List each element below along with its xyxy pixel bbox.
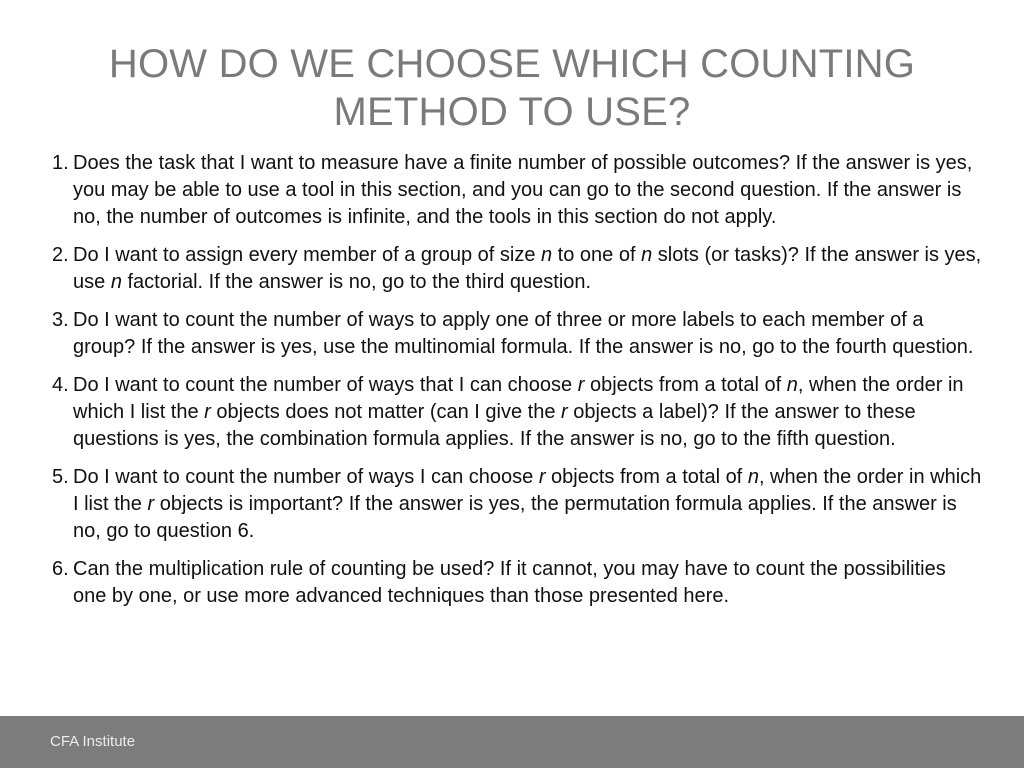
text-segment: to one of: [552, 244, 642, 266]
question-item: [52, 372, 984, 453]
text-segment: Can the multiplication rule of counting be used? If it cannot, you may have to count the possibilities one by one, or use more advanced techniques than those presented here.: [73, 558, 946, 607]
variable-symbol: r: [204, 401, 211, 423]
variable-symbol: n: [541, 244, 553, 266]
question-number: 4.: [52, 374, 69, 396]
variable-symbol: r: [577, 374, 585, 396]
question-item: [52, 307, 984, 361]
text-segment: objects is important? If the answer is yes, the permutation formula applies. If the answer is no, go to question 6.: [73, 493, 957, 542]
question-text: [73, 307, 984, 361]
variable-symbol: r: [147, 493, 155, 515]
question-text: [73, 150, 984, 231]
question-number: 6.: [52, 558, 69, 580]
question-item: [52, 464, 984, 545]
variable-symbol: n: [641, 244, 653, 266]
text-segment: slots (or tasks)? If the answer is yes, use: [73, 244, 982, 293]
variable-symbol: n: [747, 466, 759, 488]
question-number: 1.: [52, 152, 69, 174]
question-number: 5.: [52, 466, 69, 488]
footer-brand-label: CFA Institute: [50, 733, 136, 750]
variable-symbol: r: [561, 401, 568, 423]
question-item: [52, 150, 984, 231]
text-segment: Do I want to count the number of ways that I can choose: [73, 374, 578, 396]
footer-bar: [0, 716, 1024, 768]
text-segment: Do I want to assign every member of a group of size: [73, 244, 541, 266]
text-segment: Do I want to count the number of ways to apply one of three or more labels to each member of a group? If the answer is yes, use the multinomial formula. If the answer is no, go to the fourth question.: [73, 309, 974, 358]
question-item: [52, 242, 984, 296]
text-segment: , when the order in which I list the: [73, 466, 982, 515]
text-segment: objects a label)? If the answer to these questions is yes, the combination formula applies. If the answer is no, go to the fifth question.: [73, 401, 916, 450]
question-text: [73, 242, 984, 296]
question-text: [73, 372, 984, 453]
question-text: [73, 556, 984, 610]
variable-symbol: n: [786, 374, 798, 396]
question-list: [52, 150, 984, 621]
question-item: [52, 556, 984, 610]
slide-title: HOW DO WE CHOOSE WHICH COUNTING METHOD TO USE?: [108, 42, 916, 134]
variable-symbol: n: [110, 271, 122, 293]
question-number: 2.: [52, 244, 69, 266]
variable-symbol: r: [538, 466, 546, 488]
text-segment: Does the task that I want to measure have a finite number of possible outcomes? If the answer is yes, you may be able to use a tool in this section, and you can go to the second question. If the answer is no, the number of outcomes is infinite, and the tools in this section do not apply.: [73, 152, 973, 228]
text-segment: factorial. If the answer is no, go to the third question.: [121, 271, 592, 293]
text-segment: objects does not matter (can I give the: [210, 401, 562, 423]
question-number: 3.: [52, 309, 69, 331]
text-segment: objects from a total of: [545, 466, 748, 488]
text-segment: , when the order in which I list the: [73, 374, 964, 423]
text-segment: objects from a total of: [584, 374, 787, 396]
text-segment: Do I want to count the number of ways I can choose: [73, 466, 539, 488]
question-text: [73, 464, 984, 545]
